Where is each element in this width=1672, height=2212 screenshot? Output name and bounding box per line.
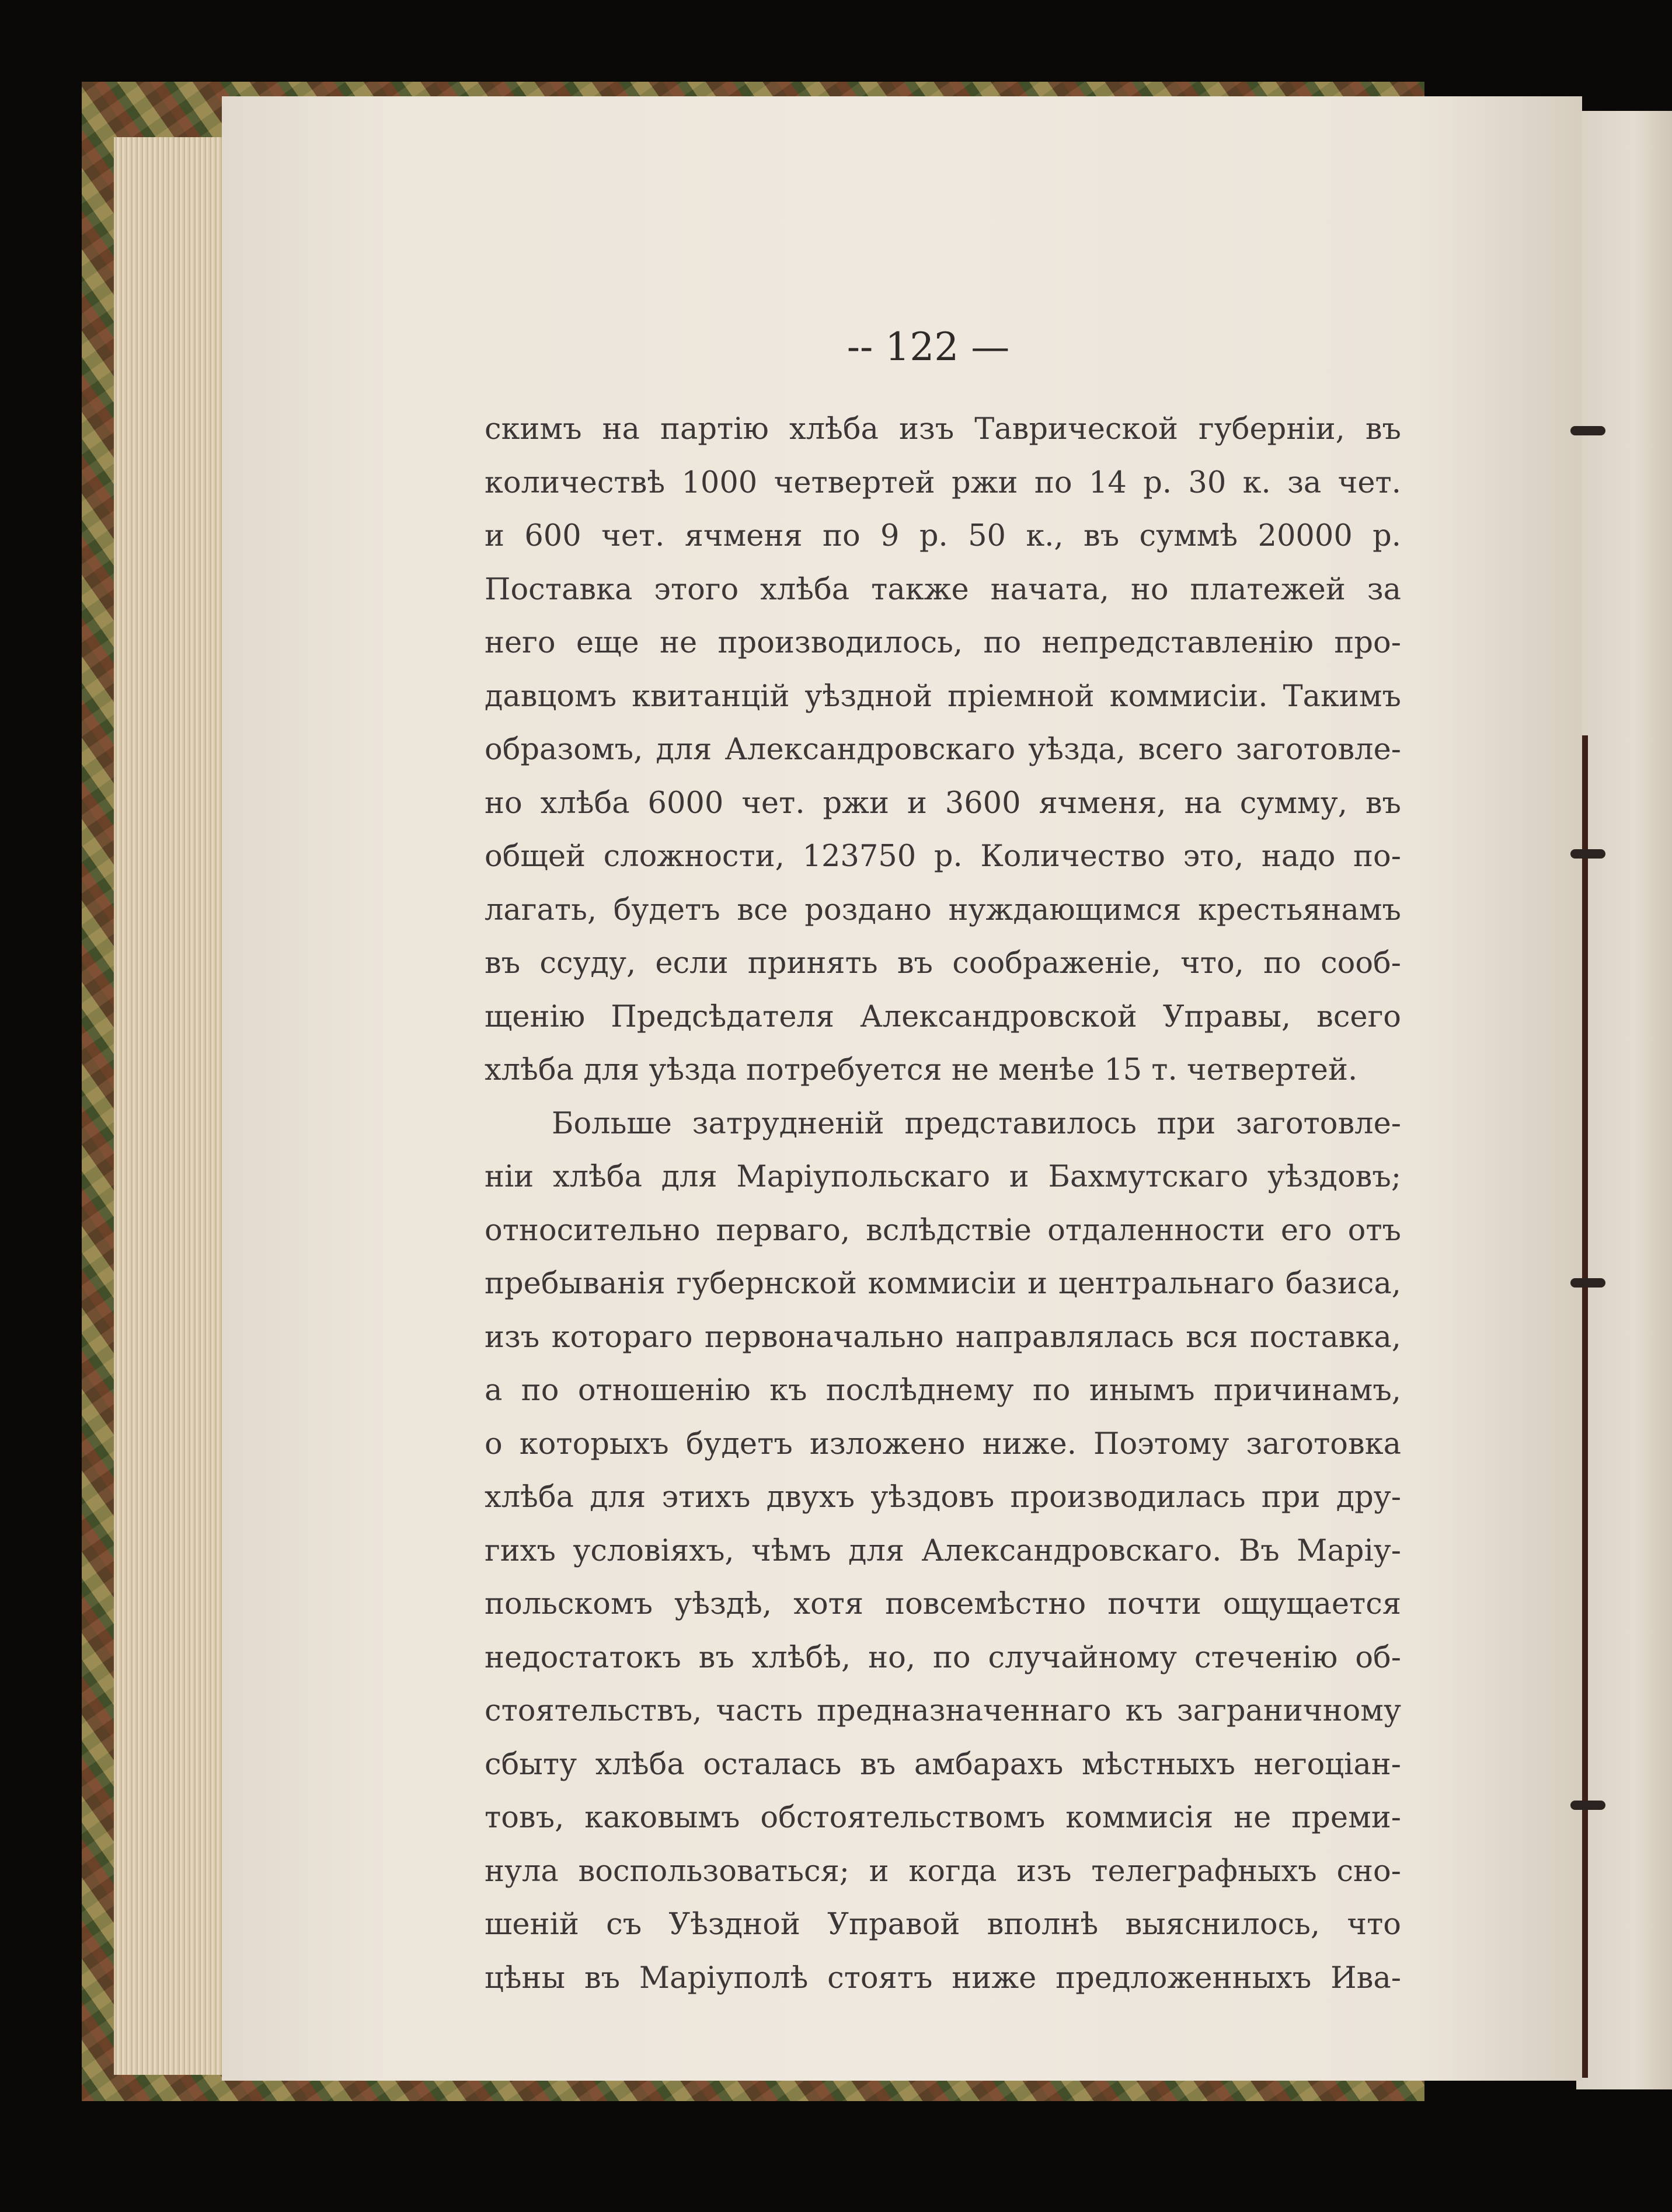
- text-line: о которыхъ будетъ изложено ниже. Поэтому заготовка: [485, 1426, 1401, 1461]
- text-line: хлѣба для этихъ двухъ уѣздовъ производилась при дру-: [485, 1480, 1401, 1515]
- text-line: но хлѣба 6000 чет. ржи и 3600 ячменя, на сумму, въ: [485, 786, 1401, 821]
- page-tab-mark: [1570, 1801, 1605, 1810]
- body-text: [485, 403, 1401, 2005]
- text-line: недостатокъ въ хлѣбѣ, но, по случайному стеченію об-: [485, 1640, 1401, 1675]
- page-tab-mark: [1570, 426, 1605, 435]
- text-line: сбыту хлѣба осталась въ амбарахъ мѣстныхъ негоціан-: [485, 1747, 1401, 1782]
- text-line: лагать, будетъ все роздано нуждающимся крестьянамъ: [485, 892, 1401, 927]
- text-line: Поставка этого хлѣба также начата, но платежей за: [485, 572, 1401, 607]
- text-line: пребыванія губернской коммисіи и центральнаго базиса,: [485, 1267, 1401, 1301]
- text-line: цѣны въ Маріуполѣ стоятъ ниже предложенныхъ Ива-: [485, 1960, 1401, 1995]
- text-line: щенію Предсѣдателя Александровской Управы, всего: [485, 999, 1401, 1034]
- page-tab-mark: [1570, 1278, 1605, 1288]
- text-line: а по отношенію къ послѣднему по инымъ причинамъ,: [485, 1373, 1401, 1408]
- text-line: и 600 чет. ячменя по 9 р. 50 к., въ суммѣ 20000 р.: [485, 519, 1401, 553]
- paragraph-start-line: Больше затрудненій представилось при заготовле-: [552, 1106, 1401, 1141]
- text-line: скимъ на партію хлѣба изъ Таврической губерніи, въ: [485, 412, 1401, 446]
- page-number: -- 122 —: [847, 325, 1010, 369]
- text-line: нула воспользоваться; и когда изъ телеграфныхъ сно-: [485, 1854, 1401, 1889]
- text-line: количествѣ 1000 четвертей ржи по 14 р. 30 к. за чет.: [485, 465, 1401, 500]
- text-line: давцомъ квитанцій уѣздной пріемной коммисіи. Такимъ: [485, 679, 1401, 714]
- text-line: товъ, каковымъ обстоятельствомъ коммисія не преми-: [485, 1801, 1401, 1835]
- text-line: изъ котораго первоначально направлялась вся поставка,: [485, 1320, 1401, 1355]
- page-tab-mark: [1570, 849, 1605, 859]
- text-line: въ ссуду, если принять въ соображеніе, что, по сооб-: [485, 946, 1401, 981]
- text-line: хлѣба для уѣзда потребуется не менѣе 15 т. четвертей.: [485, 1053, 1358, 1087]
- text-line: гихъ условіяхъ, чѣмъ для Александровскаго. Въ Маріу-: [485, 1533, 1401, 1568]
- text-line: шеній съ Уѣздной Управой вполнѣ выяснилось, что: [485, 1907, 1401, 1942]
- text-line: стоятельствъ, часть предназначеннаго къ заграничному: [485, 1694, 1401, 1728]
- text-line: ніи хлѣба для Маріупольскаго и Бахмутскаго уѣздовъ;: [485, 1160, 1401, 1194]
- text-line: польскомъ уѣздѣ, хотя повсемѣстно почти ощущается: [485, 1587, 1401, 1621]
- text-line: общей сложности, 123750 р. Количество это, надо по-: [485, 839, 1401, 874]
- text-line: него еще не производилось, по непредставленію про-: [485, 626, 1401, 660]
- text-line: относительно перваго, вслѣдствіе отдаленности его отъ: [485, 1213, 1401, 1248]
- page-stack-edge: [114, 137, 225, 2075]
- text-line: образомъ, для Александровскаго уѣзда, всего заготовле-: [485, 732, 1401, 767]
- facing-page-edge: [1576, 111, 1672, 2089]
